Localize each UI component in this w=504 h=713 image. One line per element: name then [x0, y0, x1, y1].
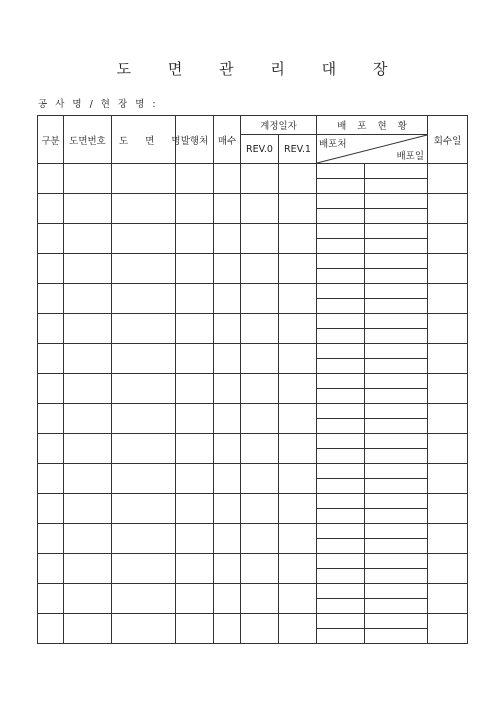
cell-issuer[interactable] [176, 524, 214, 554]
cell-dist-to[interactable] [317, 494, 365, 509]
table-row [38, 494, 468, 509]
cell-rev0[interactable] [241, 254, 279, 284]
cell-dist-date[interactable] [365, 344, 428, 359]
cell-drawing-no[interactable] [64, 344, 112, 374]
cell-dist-to[interactable] [317, 509, 365, 524]
cell-dist-date[interactable] [365, 194, 428, 209]
cell-drawing-name[interactable] [112, 434, 176, 464]
cell-return-date[interactable] [428, 494, 468, 524]
cell-issuer[interactable] [176, 494, 214, 524]
cell-division[interactable] [38, 284, 64, 314]
cell-sheets[interactable] [214, 434, 241, 464]
cell-return-date[interactable] [428, 584, 468, 614]
cell-rev0[interactable] [241, 314, 279, 344]
cell-dist-to[interactable] [317, 524, 365, 539]
cell-division[interactable] [38, 344, 64, 374]
cell-sheets[interactable] [214, 284, 241, 314]
cell-drawing-no[interactable] [64, 224, 112, 254]
cell-rev1[interactable] [279, 404, 317, 434]
cell-drawing-name[interactable] [112, 464, 176, 494]
cell-dist-date[interactable] [365, 359, 428, 374]
cell-rev0[interactable] [241, 554, 279, 584]
cell-drawing-name[interactable] [112, 314, 176, 344]
table-row [38, 374, 468, 389]
cell-rev1[interactable] [279, 164, 317, 194]
cell-dist-date[interactable] [365, 374, 428, 389]
cell-drawing-no[interactable] [64, 494, 112, 524]
cell-dist-date[interactable] [365, 299, 428, 314]
header-dist-date: 배포일 [396, 151, 424, 162]
cell-dist-to[interactable] [317, 344, 365, 359]
header-drawing-no: 도면번호 [64, 116, 112, 164]
cell-return-date[interactable] [428, 404, 468, 434]
table-row [38, 464, 468, 479]
cell-dist-to[interactable] [317, 419, 365, 434]
project-name-label: 공 사 명 / 현 장 명 : [38, 99, 159, 110]
cell-drawing-name[interactable] [112, 524, 176, 554]
cell-dist-to[interactable] [317, 284, 365, 299]
drawing-ledger-table [37, 115, 468, 644]
cell-issuer[interactable] [176, 344, 214, 374]
cell-division[interactable] [38, 164, 64, 194]
cell-dist-date[interactable] [365, 464, 428, 479]
cell-rev0[interactable] [241, 194, 279, 224]
cell-division[interactable] [38, 194, 64, 224]
cell-issuer[interactable] [176, 464, 214, 494]
cell-issuer[interactable] [176, 434, 214, 464]
cell-drawing-name[interactable] [112, 164, 176, 194]
cell-dist-date[interactable] [365, 449, 428, 464]
cell-division[interactable] [38, 374, 64, 404]
cell-return-date[interactable] [428, 194, 468, 224]
cell-drawing-no[interactable] [64, 554, 112, 584]
cell-dist-to[interactable] [317, 374, 365, 389]
table-row [38, 344, 468, 359]
cell-division[interactable] [38, 554, 64, 584]
cell-dist-to[interactable] [317, 329, 365, 344]
cell-division[interactable] [38, 464, 64, 494]
cell-drawing-name[interactable] [112, 284, 176, 314]
cell-dist-to[interactable] [317, 584, 365, 599]
cell-sheets[interactable] [214, 194, 241, 224]
table-row [38, 404, 468, 419]
cell-dist-to[interactable] [317, 179, 365, 194]
cell-issuer[interactable] [176, 314, 214, 344]
cell-dist-date[interactable] [365, 629, 428, 644]
cell-rev0[interactable] [241, 224, 279, 254]
cell-dist-date[interactable] [365, 314, 428, 329]
cell-rev0[interactable] [241, 344, 279, 374]
cell-dist-date[interactable] [365, 284, 428, 299]
cell-dist-to[interactable] [317, 224, 365, 239]
cell-dist-to[interactable] [317, 434, 365, 449]
cell-sheets[interactable] [214, 614, 241, 644]
cell-dist-date[interactable] [365, 254, 428, 269]
header-rev1: REV.1 [279, 135, 317, 164]
cell-sheets[interactable] [214, 404, 241, 434]
cell-drawing-name[interactable] [112, 614, 176, 644]
cell-drawing-no[interactable] [64, 404, 112, 434]
cell-division[interactable] [38, 314, 64, 344]
cell-dist-to[interactable] [317, 254, 365, 269]
cell-drawing-name[interactable] [112, 374, 176, 404]
cell-sheets[interactable] [214, 584, 241, 614]
cell-dist-date[interactable] [365, 404, 428, 419]
cell-dist-date[interactable] [365, 509, 428, 524]
cell-dist-to[interactable] [317, 464, 365, 479]
cell-drawing-no[interactable] [64, 584, 112, 614]
cell-return-date[interactable] [428, 344, 468, 374]
cell-dist-to[interactable] [317, 269, 365, 284]
cell-dist-to[interactable] [317, 164, 365, 179]
table-row [38, 194, 468, 209]
cell-dist-date[interactable] [365, 434, 428, 449]
cell-rev1[interactable] [279, 344, 317, 374]
cell-issuer[interactable] [176, 284, 214, 314]
cell-return-date[interactable] [428, 254, 468, 284]
cell-issuer[interactable] [176, 404, 214, 434]
cell-dist-date[interactable] [365, 239, 428, 254]
cell-dist-to[interactable] [317, 359, 365, 374]
cell-drawing-no[interactable] [64, 194, 112, 224]
header-distribution: 배 포 현 황 [317, 116, 428, 135]
cell-drawing-no[interactable] [64, 284, 112, 314]
header-division: 구분 [38, 116, 64, 164]
cell-drawing-no[interactable] [64, 314, 112, 344]
cell-sheets[interactable] [214, 164, 241, 194]
cell-dist-date[interactable] [365, 614, 428, 629]
cell-rev1[interactable] [279, 584, 317, 614]
cell-division[interactable] [38, 224, 64, 254]
cell-rev1[interactable] [279, 254, 317, 284]
cell-issuer[interactable] [176, 164, 214, 194]
table-row [38, 314, 468, 329]
cell-dist-date[interactable] [365, 584, 428, 599]
table-row [38, 284, 468, 299]
cell-drawing-name[interactable] [112, 344, 176, 374]
cell-division[interactable] [38, 524, 64, 554]
table-row [38, 554, 468, 569]
cell-drawing-no[interactable] [64, 164, 112, 194]
cell-drawing-no[interactable] [64, 614, 112, 644]
cell-sheets[interactable] [214, 314, 241, 344]
cell-rev1[interactable] [279, 524, 317, 554]
cell-dist-to[interactable] [317, 554, 365, 569]
cell-rev0[interactable] [241, 614, 279, 644]
header-dist-diagonal-cell [317, 135, 428, 164]
cell-dist-date[interactable] [365, 209, 428, 224]
cell-dist-date[interactable] [365, 224, 428, 239]
cell-dist-to[interactable] [317, 569, 365, 584]
cell-dist-date[interactable] [365, 479, 428, 494]
cell-division[interactable] [38, 494, 64, 524]
cell-rev1[interactable] [279, 494, 317, 524]
cell-dist-date[interactable] [365, 569, 428, 584]
cell-rev0[interactable] [241, 434, 279, 464]
cell-dist-to[interactable] [317, 314, 365, 329]
cell-sheets[interactable] [214, 374, 241, 404]
table-row [38, 434, 468, 449]
header-sheets: 매수 [214, 116, 241, 164]
cell-dist-to[interactable] [317, 629, 365, 644]
cell-drawing-name[interactable] [112, 254, 176, 284]
cell-issuer[interactable] [176, 194, 214, 224]
document-title: 도 면 관 리 대 장 [116, 60, 404, 78]
cell-dist-date[interactable] [365, 524, 428, 539]
cell-dist-date[interactable] [365, 554, 428, 569]
cell-sheets[interactable] [214, 344, 241, 374]
cell-rev1[interactable] [279, 194, 317, 224]
cell-return-date[interactable] [428, 314, 468, 344]
cell-rev1[interactable] [279, 314, 317, 344]
cell-drawing-no[interactable] [64, 254, 112, 284]
cell-drawing-no[interactable] [64, 374, 112, 404]
cell-issuer[interactable] [176, 554, 214, 584]
cell-rev1[interactable] [279, 434, 317, 464]
cell-sheets[interactable] [214, 224, 241, 254]
header-return-date: 회수일 [428, 116, 468, 164]
cell-issuer[interactable] [176, 374, 214, 404]
cell-drawing-no[interactable] [64, 464, 112, 494]
cell-drawing-no[interactable] [64, 524, 112, 554]
table-row [38, 254, 468, 269]
cell-dist-to[interactable] [317, 449, 365, 464]
cell-drawing-name[interactable] [112, 584, 176, 614]
cell-dist-date[interactable] [365, 599, 428, 614]
cell-dist-date[interactable] [365, 494, 428, 509]
cell-return-date[interactable] [428, 554, 468, 584]
header-drawing-name: 도 면 명 [112, 116, 176, 164]
cell-return-date[interactable] [428, 434, 468, 464]
header-issuer: 발행처 [176, 116, 214, 164]
table-row [38, 224, 468, 239]
cell-drawing-name[interactable] [112, 554, 176, 584]
cell-issuer[interactable] [176, 584, 214, 614]
table-row [38, 584, 468, 599]
cell-division[interactable] [38, 614, 64, 644]
cell-drawing-name[interactable] [112, 194, 176, 224]
header-revision-date: 계정일자 [241, 116, 317, 135]
cell-rev0[interactable] [241, 404, 279, 434]
cell-dist-to[interactable] [317, 194, 365, 209]
cell-division[interactable] [38, 584, 64, 614]
cell-drawing-name[interactable] [112, 494, 176, 524]
cell-dist-to[interactable] [317, 389, 365, 404]
cell-dist-to[interactable] [317, 614, 365, 629]
cell-dist-to[interactable] [317, 539, 365, 554]
header-rev0: REV.0 [241, 135, 279, 164]
cell-dist-date[interactable] [365, 329, 428, 344]
cell-issuer[interactable] [176, 254, 214, 284]
cell-rev0[interactable] [241, 464, 279, 494]
cell-rev0[interactable] [241, 494, 279, 524]
ledger-body [38, 164, 468, 644]
cell-dist-date[interactable] [365, 269, 428, 284]
cell-rev0[interactable] [241, 374, 279, 404]
cell-division[interactable] [38, 434, 64, 464]
cell-rev1[interactable] [279, 464, 317, 494]
cell-dist-date[interactable] [365, 419, 428, 434]
cell-dist-to[interactable] [317, 299, 365, 314]
cell-rev0[interactable] [241, 524, 279, 554]
cell-return-date[interactable] [428, 524, 468, 554]
cell-drawing-no[interactable] [64, 434, 112, 464]
cell-return-date[interactable] [428, 224, 468, 254]
table-row [38, 524, 468, 539]
cell-drawing-name[interactable] [112, 224, 176, 254]
cell-return-date[interactable] [428, 284, 468, 314]
cell-sheets[interactable] [214, 554, 241, 584]
cell-rev0[interactable] [241, 284, 279, 314]
cell-return-date[interactable] [428, 614, 468, 644]
cell-rev1[interactable] [279, 554, 317, 584]
cell-rev1[interactable] [279, 374, 317, 404]
table-row [38, 164, 468, 179]
cell-rev0[interactable] [241, 584, 279, 614]
cell-division[interactable] [38, 254, 64, 284]
cell-dist-date[interactable] [365, 389, 428, 404]
cell-sheets[interactable] [214, 524, 241, 554]
cell-division[interactable] [38, 404, 64, 434]
cell-sheets[interactable] [214, 464, 241, 494]
cell-rev1[interactable] [279, 614, 317, 644]
cell-drawing-name[interactable] [112, 404, 176, 434]
cell-return-date[interactable] [428, 374, 468, 404]
cell-issuer[interactable] [176, 224, 214, 254]
cell-dist-to[interactable] [317, 404, 365, 419]
cell-dist-to[interactable] [317, 209, 365, 224]
cell-dist-date[interactable] [365, 179, 428, 194]
cell-return-date[interactable] [428, 464, 468, 494]
cell-dist-to[interactable] [317, 239, 365, 254]
cell-dist-date[interactable] [365, 539, 428, 554]
cell-sheets[interactable] [214, 494, 241, 524]
cell-dist-to[interactable] [317, 479, 365, 494]
table-row [38, 614, 468, 629]
header-dist-to: 배포처 [319, 139, 347, 150]
cell-dist-to[interactable] [317, 599, 365, 614]
cell-issuer[interactable] [176, 614, 214, 644]
cell-rev0[interactable] [241, 164, 279, 194]
cell-dist-date[interactable] [365, 164, 428, 179]
cell-rev1[interactable] [279, 224, 317, 254]
cell-return-date[interactable] [428, 164, 468, 194]
cell-rev1[interactable] [279, 284, 317, 314]
cell-sheets[interactable] [214, 254, 241, 284]
